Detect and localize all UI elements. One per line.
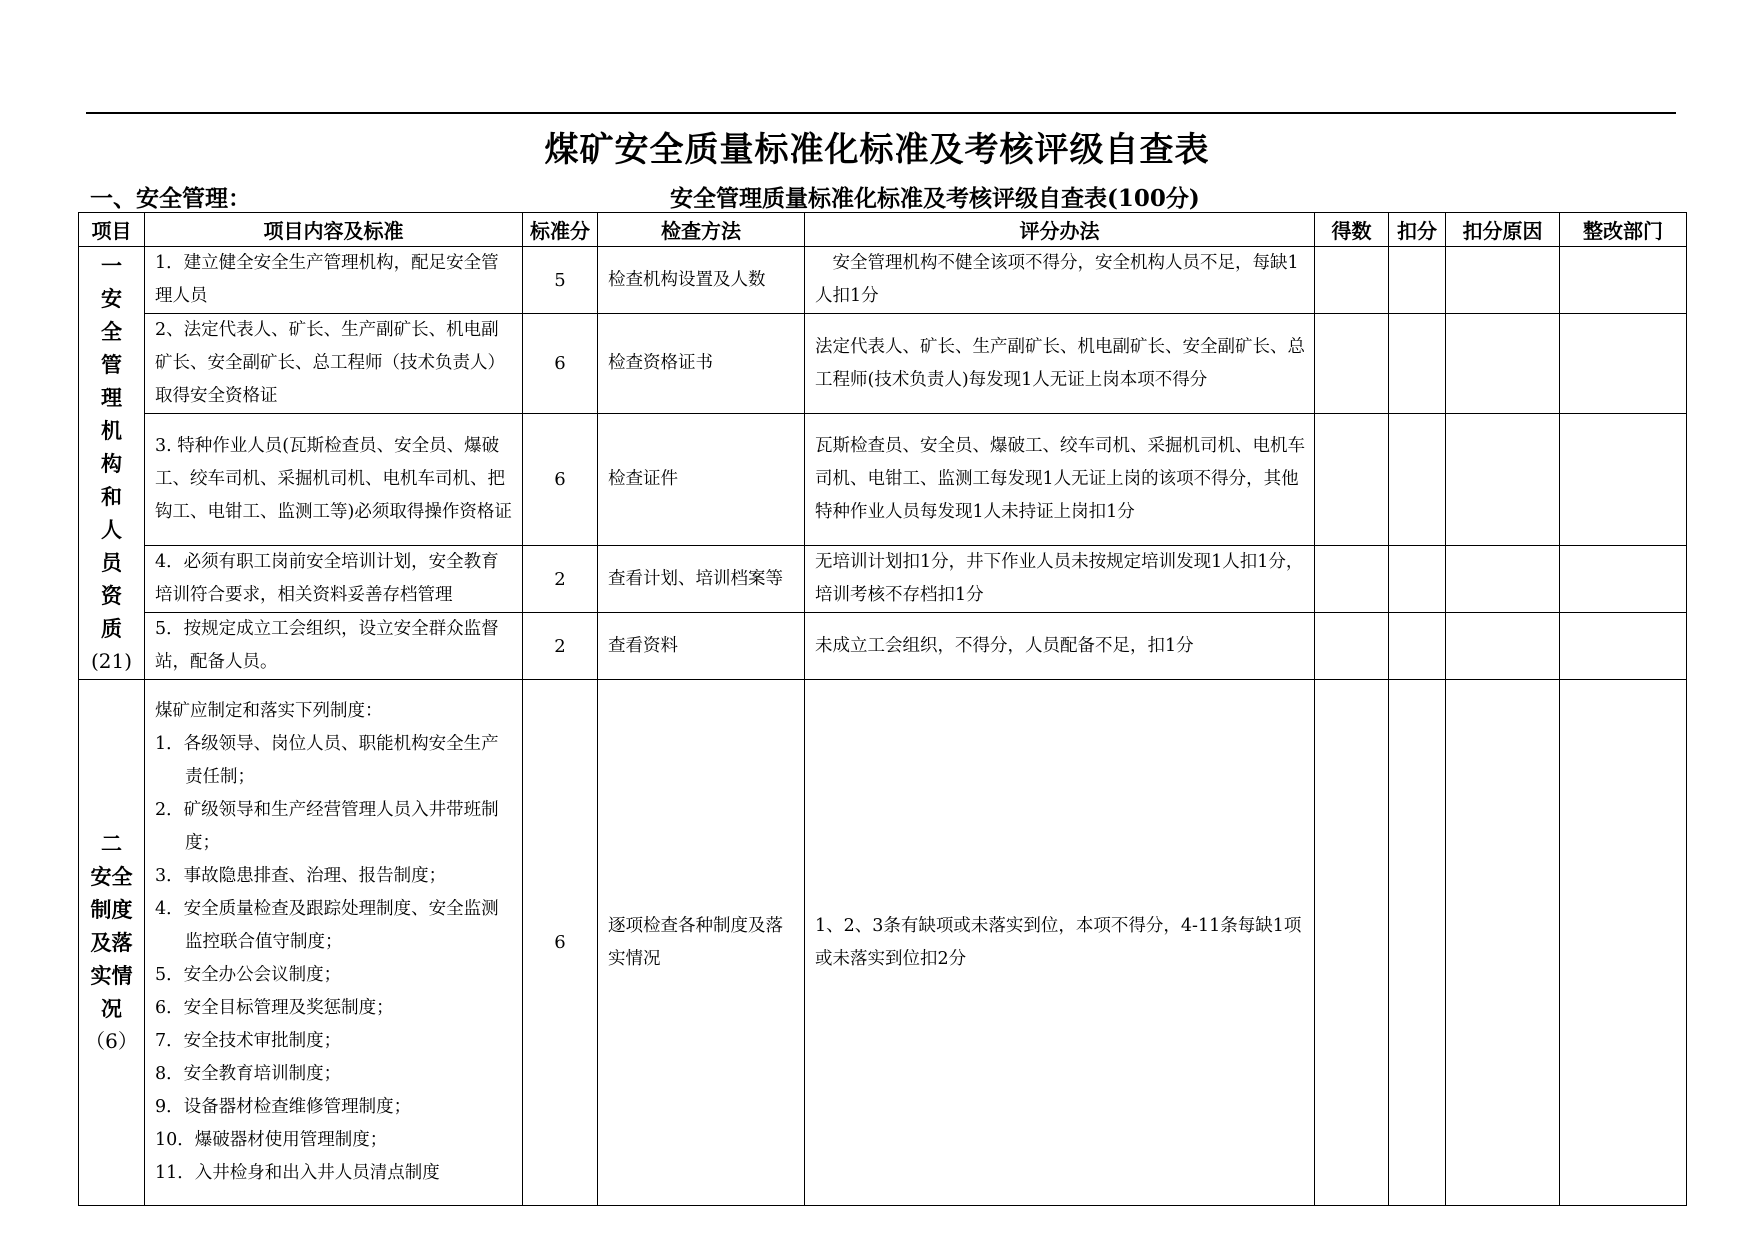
group1-char: 和 — [101, 483, 122, 509]
score-cell[interactable] — [1315, 546, 1389, 613]
list-item: 4．安全质量检查及跟踪处理制度、安全监测监控联合值守制度； — [155, 899, 499, 952]
group2-item-cell — [79, 680, 145, 1206]
reason-cell[interactable] — [1446, 247, 1560, 314]
reason-cell[interactable] — [1446, 314, 1560, 414]
score-cell[interactable] — [1315, 314, 1389, 414]
table-subtitle: 安全管理质量标准化标准及考核评级自查表(100分) — [670, 185, 1200, 212]
list-item: 10．爆破器材使用管理制度； — [155, 1130, 388, 1150]
method-text: 查看计划、培训档案等 — [608, 568, 783, 589]
content-text: 3. 特种作业人员(瓦斯检查员、安全员、爆破工、绞车司机、采掘机司机、电机车司机、把钩工、电钳工、监测工等)必须取得操作资格证 — [155, 436, 512, 522]
scoring-text: 未成立工会组织，不得分，人员配备不足，扣1分 — [815, 635, 1194, 656]
list-item: 7．安全技术审批制度； — [155, 1031, 342, 1051]
table-row — [79, 546, 1687, 613]
row-content — [145, 314, 523, 414]
list-item: 11．入井检身和出入井人员清点制度 — [155, 1163, 440, 1183]
header-department: 整改部门 — [1560, 213, 1687, 247]
row-method — [598, 546, 805, 613]
scoring-text: 瓦斯检查员、安全员、爆破工、绞车司机、采掘机司机、电机车司机、电钳工、监测工每发现1人无证上岗的该项不得分，其他特种作业人员每发现1人未持证上岗扣1分 — [815, 436, 1305, 522]
row-scoring — [805, 314, 1315, 414]
row-method — [598, 613, 805, 680]
top-rule — [86, 112, 1676, 114]
table-row — [79, 680, 1687, 1206]
method-text: 逐项检查各种制度及落实情况 — [608, 915, 783, 969]
header-method: 检查方法 — [598, 213, 805, 247]
reason-cell[interactable] — [1446, 414, 1560, 546]
deduction-cell[interactable] — [1389, 680, 1446, 1206]
group2-line: 安全 — [90, 864, 133, 889]
row-content — [145, 613, 523, 680]
row-standard-score: 6 — [523, 414, 598, 546]
header-reason: 扣分原因 — [1446, 213, 1560, 247]
content-text: 5．按规定成立工会组织，设立安全群众监督站，配备人员。 — [155, 619, 499, 672]
reason-cell[interactable] — [1446, 680, 1560, 1206]
group1-char: 理 — [101, 384, 122, 410]
row-method — [598, 680, 805, 1206]
group2-line: 二 — [101, 831, 122, 856]
group2-line: 及落 — [90, 930, 133, 955]
group1-char: 一 — [101, 252, 122, 278]
group1-char: 员 — [101, 549, 122, 575]
header-item: 项目 — [79, 213, 145, 247]
header-content: 项目内容及标准 — [145, 213, 523, 247]
list-intro: 煤矿应制定和落实下列制度： — [155, 701, 383, 721]
header-score: 得数 — [1315, 213, 1389, 247]
reason-cell[interactable] — [1446, 546, 1560, 613]
header-standard-score: 标准分 — [523, 213, 598, 247]
department-cell[interactable] — [1560, 546, 1687, 613]
row-scoring — [805, 680, 1315, 1206]
department-cell[interactable] — [1560, 414, 1687, 546]
row-scoring — [805, 414, 1315, 546]
group1-char: 全 — [101, 318, 122, 344]
group1-char: 质 — [101, 615, 122, 641]
row-standard-score: 5 — [523, 247, 598, 314]
group2-line: 制度 — [90, 897, 133, 922]
group1-item-cell — [79, 247, 145, 680]
method-text: 检查证件 — [608, 469, 678, 489]
row-method — [598, 247, 805, 314]
group2-points: （6） — [85, 1029, 138, 1053]
group1-points: (21) — [90, 648, 133, 673]
group1-char: 构 — [101, 450, 122, 476]
list-item: 6．安全目标管理及奖惩制度； — [155, 998, 394, 1018]
deduction-cell[interactable] — [1389, 546, 1446, 613]
department-cell[interactable] — [1560, 613, 1687, 680]
method-text: 查看资料 — [608, 635, 678, 656]
row-method — [598, 314, 805, 414]
group1-char: 资 — [101, 582, 122, 608]
list-item: 8．安全教育培训制度； — [155, 1064, 342, 1084]
group2-line: 况 — [101, 996, 122, 1021]
row-content — [145, 680, 523, 1206]
row-standard-score: 6 — [523, 314, 598, 414]
content-text: 1．建立健全安全生产管理机构，配足安全管理人员 — [155, 253, 499, 306]
row-standard-score: 2 — [523, 613, 598, 680]
table-row — [79, 414, 1687, 546]
score-cell[interactable] — [1315, 414, 1389, 546]
department-cell[interactable] — [1560, 680, 1687, 1206]
deduction-cell[interactable] — [1389, 414, 1446, 546]
row-content — [145, 247, 523, 314]
content-text: 2、法定代表人、矿长、生产副矿长、机电副矿长、安全副矿长、总工程师（技术负责人）取得安全资格证 — [155, 320, 505, 406]
group1-char: 管 — [101, 351, 122, 377]
list-item: 5．安全办公会议制度； — [155, 965, 342, 985]
row-standard-score: 6 — [523, 680, 598, 1206]
reason-cell[interactable] — [1446, 613, 1560, 680]
score-cell[interactable] — [1315, 613, 1389, 680]
score-cell[interactable] — [1315, 680, 1389, 1206]
document-title: 煤矿安全质量标准化标准及考核评级自查表 — [544, 130, 1210, 170]
header-deduction: 扣分 — [1389, 213, 1446, 247]
header-scoring: 评分办法 — [805, 213, 1315, 247]
row-content — [145, 414, 523, 546]
deduction-cell[interactable] — [1389, 613, 1446, 680]
method-text: 检查机构设置及人数 — [608, 269, 766, 290]
department-cell[interactable] — [1560, 247, 1687, 314]
table-row — [79, 247, 1687, 314]
list-item: 9．设备器材检查维修管理制度； — [155, 1097, 412, 1117]
row-scoring — [805, 247, 1315, 314]
group1-char: 机 — [101, 417, 122, 443]
section-heading: 一、安全管理： — [90, 185, 251, 212]
content-text: 4．必须有职工岗前安全培训计划，安全教育培训符合要求，相关资料妥善存档管理 — [155, 552, 499, 605]
score-cell[interactable] — [1315, 247, 1389, 314]
self-check-table — [78, 212, 1687, 1206]
scoring-text: 法定代表人、矿长、生产副矿长、机电副矿长、安全副矿长、总工程师(技术负责人)每发现1人无证上岗本项不得分 — [815, 336, 1305, 390]
section-line — [90, 180, 1670, 210]
method-text: 检查资格证书 — [608, 353, 713, 373]
deduction-cell[interactable] — [1389, 314, 1446, 414]
table-row — [79, 314, 1687, 414]
group2-line: 实情 — [90, 963, 133, 988]
deduction-cell[interactable] — [1389, 247, 1446, 314]
row-scoring — [805, 546, 1315, 613]
row-standard-score: 2 — [523, 546, 598, 613]
list-item: 2．矿级领导和生产经营管理人员入井带班制度； — [155, 800, 499, 853]
scoring-text: 无培训计划扣1分，井下作业人员未按规定培训发现1人扣1分，培训考核不存档扣1分 — [815, 552, 1304, 605]
group1-char: 人 — [101, 516, 122, 542]
scoring-text: 安全管理机构不健全该项不得分，安全机构人员不足，每缺1人扣1分 — [815, 253, 1299, 306]
header-row — [79, 213, 1687, 247]
content-list — [145, 695, 522, 1190]
row-content — [145, 546, 523, 613]
list-item: 1．各级领导、岗位人员、职能机构安全生产责任制； — [155, 734, 499, 787]
list-item: 3．事故隐患排查、治理、报告制度； — [155, 866, 447, 886]
row-scoring — [805, 613, 1315, 680]
table-row — [79, 613, 1687, 680]
row-method — [598, 414, 805, 546]
scoring-text: 1、2、3条有缺项或未落实到位，本项不得分，4-11条每缺1项或未落实到位扣2分 — [815, 915, 1302, 969]
department-cell[interactable] — [1560, 314, 1687, 414]
group1-char: 安 — [101, 285, 122, 311]
